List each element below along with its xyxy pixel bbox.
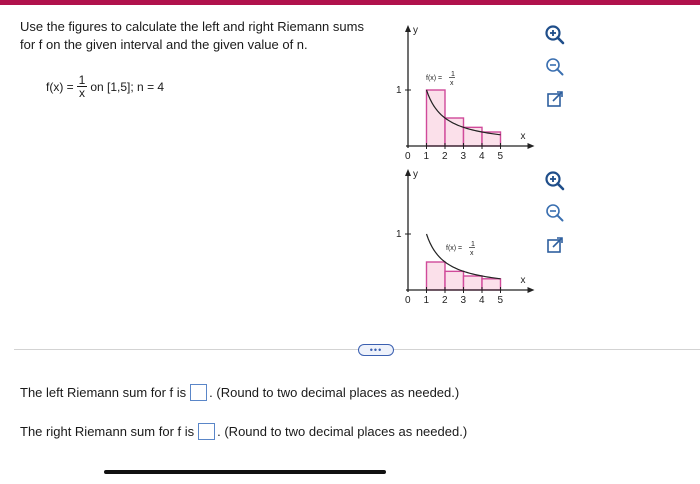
x-tick-label: 5 <box>497 295 504 306</box>
right-sum-input[interactable] <box>198 423 215 440</box>
zoom-in-icon[interactable] <box>542 168 568 194</box>
x-axis-label: x <box>520 275 526 286</box>
question-instruction: Use the figures to calculate the left and right Riemann sums for f on the given interval and the given value of n. <box>20 19 364 52</box>
x-tick-label: 4 <box>479 295 485 306</box>
home-indicator <box>104 470 386 474</box>
external-link-icon[interactable] <box>542 232 568 258</box>
func-label-numerator: 1 <box>451 71 455 78</box>
right-sum-label: The right Riemann sum for f is <box>20 424 195 439</box>
zoom-in-icon[interactable] <box>542 22 568 48</box>
external-link-icon[interactable] <box>542 86 568 112</box>
x-tick-label: 0 <box>405 295 411 306</box>
left-sum-row <box>20 384 459 401</box>
x-tick-label: 3 <box>460 295 467 306</box>
graph1-tools <box>542 22 568 118</box>
x-axis-arrow <box>528 287 535 293</box>
x-tick-label: 3 <box>460 151 467 162</box>
y-axis-label: y <box>413 169 418 180</box>
riemann-bar <box>464 276 483 290</box>
riemann-bar <box>427 262 446 290</box>
left-sum-note: . (Round to two decimal places as needed.) <box>209 385 460 400</box>
riemann-bar <box>482 279 501 290</box>
top-accent-bar <box>0 0 700 5</box>
x-tick-label: 1 <box>423 295 430 306</box>
riemann-bar <box>445 118 464 146</box>
func-label-prefix: f(x) = <box>446 245 463 252</box>
x-axis-arrow <box>528 143 535 149</box>
graph2-tools <box>542 168 568 264</box>
riemann-bar <box>445 271 464 290</box>
y-tick-label: 1 <box>396 85 402 96</box>
func-label-denominator: x <box>470 250 474 257</box>
left-sum-input[interactable] <box>190 384 207 401</box>
zoom-out-icon[interactable] <box>542 200 568 226</box>
func-label-numerator: 1 <box>471 241 475 248</box>
left-riemann-graph <box>390 20 550 162</box>
func-label-denominator: x <box>450 80 454 87</box>
x-tick-label: 5 <box>497 151 504 162</box>
fx-fraction <box>77 74 88 99</box>
function-definition <box>46 74 164 99</box>
more-options-button[interactable]: ••• <box>358 344 394 356</box>
right-sum-note: . (Round to two decimal places as needed.) <box>217 424 468 439</box>
x-tick-label: 4 <box>479 151 485 162</box>
x-tick-label: 2 <box>442 295 448 306</box>
y-tick-label: 1 <box>396 229 402 240</box>
x-tick-label: 0 <box>405 151 411 162</box>
func-label-prefix: f(x) = <box>426 75 443 82</box>
fx-suffix: on [1,5]; n = 4 <box>90 79 165 94</box>
right-sum-row <box>20 423 467 440</box>
left-sum-label: The left Riemann sum for f is <box>20 385 187 400</box>
y-axis-arrow <box>405 169 411 176</box>
fx-numerator: 1 <box>78 73 86 87</box>
section-divider <box>14 349 700 350</box>
y-axis-arrow <box>405 25 411 32</box>
right-graph-content <box>396 169 535 306</box>
y-axis-label: y <box>413 25 418 36</box>
zoom-out-icon[interactable] <box>542 54 568 80</box>
right-riemann-graph <box>390 164 550 306</box>
x-tick-label: 2 <box>442 151 448 162</box>
fx-denominator: x <box>79 86 86 100</box>
x-axis-label: x <box>520 131 526 142</box>
left-graph-content <box>396 25 535 162</box>
fx-prefix: f(x) = <box>46 79 74 94</box>
x-tick-label: 1 <box>423 151 430 162</box>
